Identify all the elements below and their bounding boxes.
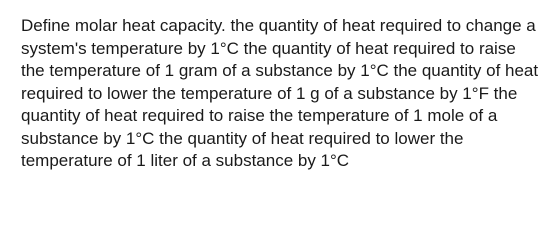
question-text: Define molar heat capacity. the quantity of heat required to change a system's temperature by 1°C the quantity of heat required to raise the temperature of 1 gram of a substance by 1°C the quantity of heat required to lower the temperature of 1 g of a substance by 1°F the quantity of heat required to raise the temperature of 1 mole of a substance by 1°C the quantity of heat required to lower the temperature of 1 liter of a substance by 1°C — [21, 16, 539, 170]
